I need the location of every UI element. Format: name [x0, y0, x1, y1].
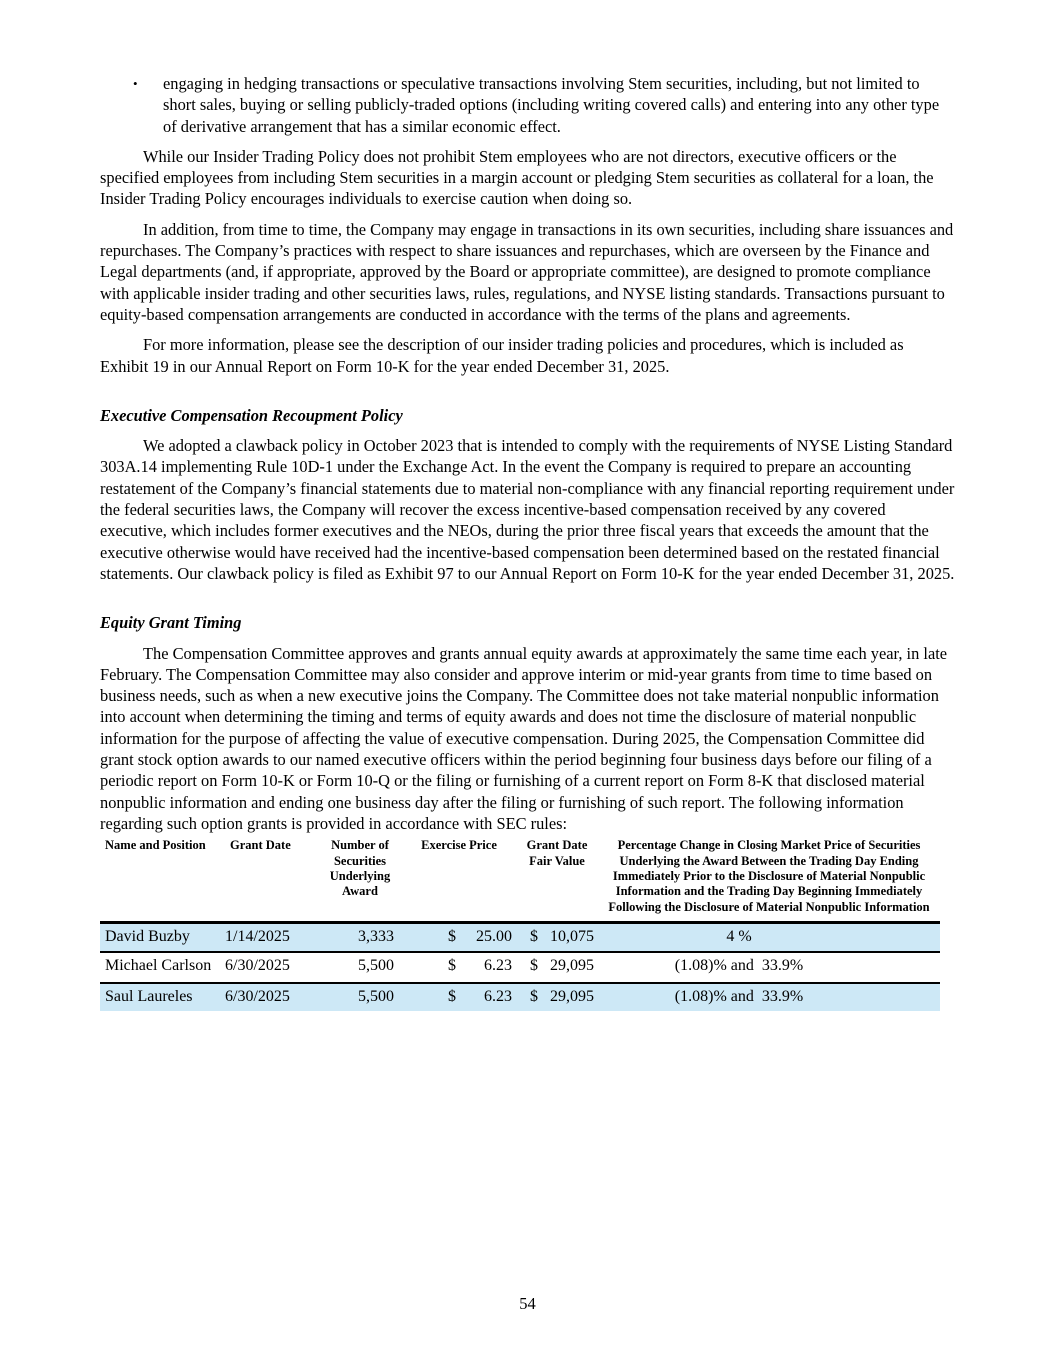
cell-grant-date: 1/14/2025: [220, 923, 318, 953]
paragraph-more-information: For more information, please see the description of our insider trading policies and procedures, which is included as Exhibit 19 in our Annual Report on Form 10-K for the year ended December 31, 2025.: [100, 335, 904, 376]
page-number: 54: [519, 1294, 536, 1313]
column-header-exercise-price: Exercise Price: [421, 838, 497, 853]
paragraph-company-transactions: In addition, from time to time, the Company may engage in transactions in its own securities, including share issuances and repurchases. The Company’s practices with respect to share issuances and repurchases, which are overseen by the Finance and Legal departments (and, if appropriate, approved by the Board or appropriate committee), are designed to promote compliance with applicable insider trading and other securities laws, rules, regulations, and NYSE listing standards. Transactions pursuant to equity-based compensation arrangements are conducted in accordance with the terms of the plans and agreements.: [100, 219, 954, 324]
cell-grant-date: 6/30/2025: [220, 983, 318, 1011]
cell-exercise-price: 6.23: [484, 957, 512, 975]
heading-equity-grant-timing: Equity Grant Timing: [100, 613, 242, 633]
column-header-percentage-change: Percentage Change in Closing Market Price of Securities Underlying the Award Between the Trading Day Ending Immediately Prior to the Disclosure of Material Nonpublic Information and the Trading Day Beginning Immediately Following the Disclosure of Material Nonpublic Information: [608, 838, 930, 914]
column-header-grant-date: Grant Date: [230, 838, 291, 853]
heading-recoupment-policy: Executive Compensation Recoupment Policy: [100, 405, 403, 425]
option-grants-table: [100, 836, 940, 1011]
table-header-row: [100, 836, 940, 923]
cell-exercise-currency: $: [402, 923, 458, 953]
cell-exercise-currency: $: [402, 983, 458, 1011]
cell-securities: 5,500: [318, 983, 402, 1011]
cell-name: Saul Laureles: [100, 983, 220, 1011]
cell-name: David Buzby: [100, 923, 220, 953]
cell-exercise-price: 25.00: [458, 923, 516, 953]
cell-securities: 5,500: [358, 957, 394, 975]
table-row: [100, 983, 940, 1011]
bullet-text: engaging in hedging transactions or speculative transactions involving Stem securities, including, but not limited to short sales, buying or selling publicly-traded options (including writing covered calls) and entering into any other type of derivative arrangement that has a similar economic effect.: [163, 74, 940, 136]
cell-fair-value-currency: $: [516, 983, 540, 1011]
cell-percentage-change: 4 %: [598, 923, 940, 953]
cell-name: Michael Carlson: [105, 957, 212, 975]
cell-fair-value-currency: $: [516, 923, 540, 953]
column-header-securities-underlying-award: Number of Securities Underlying Award: [329, 838, 391, 899]
cell-exercise-currency: $: [448, 957, 456, 975]
paragraph-insider-trading-policy: While our Insider Trading Policy does not prohibit Stem employees who are not directors, executive officers or the specified employees from including Stem securities in a margin account or pledging Stem securities as collateral for a loan, the Insider Trading Policy encourages individuals to exercise caution when doing so.: [100, 146, 934, 209]
column-header-grant-date-fair-value: Grant Date Fair Value: [526, 838, 588, 868]
cell-exercise-price: 6.23: [458, 983, 516, 1011]
cell-grant-date: 6/30/2025: [225, 957, 290, 975]
paragraph-equity-grant-timing: The Compensation Committee approves and grants annual equity awards at approximately the same time each year, in late February. The Compensation Committee may also consider and approve interim or mid-year grants from time to time based on business needs, such as when a new executive joins the Company. The Committee does not take material nonpublic information into account when determining the timing and terms of equity awards and does not time the disclosure of material nonpublic information for the purpose of affecting the value of executive compensation. During 2025, the Compensation Committee did grant stock option awards to our named executive officers within the period beginning four business days before our filing of a periodic report on Form 10-K or Form 10-Q or the filing or furnishing of a current report on Form 8-K that disclosed material nonpublic information and ending one business day after the filing or furnishing of such report. The following information regarding such option grants is provided in accordance with SEC rules:: [100, 643, 948, 833]
table-row: [100, 952, 940, 983]
bullet-item: [100, 73, 955, 137]
cell-percentage-change: (1.08)% and 33.9%: [598, 983, 940, 1011]
cell-fair-value: 29,095: [550, 957, 594, 975]
cell-fair-value: 29,095: [540, 983, 598, 1011]
paragraph-recoupment-policy: We adopted a clawback policy in October 2023 that is intended to comply with the requirements of NYSE Listing Standard 303A.14 implementing Rule 10D-1 under the Exchange Act. In the event the Company is required to prepare an accounting restatement of the Company’s financial statements due to material non-compliance with any financial reporting requirement under the federal securities laws, the Company will recover the excess incentive-based compensation received by any covered executive, which includes former executives and the NEOs, during the prior three fiscal years that exceeds the amount that the executive otherwise would have received had the incentive-based compensation been determined based on the restated financial statements. Our clawback policy is filed as Exhibit 97 to our Annual Report on Form 10-K for the year ended December 31, 2025.: [100, 436, 955, 583]
page-footer: [0, 1293, 1055, 1314]
cell-fair-value: 10,075: [540, 923, 598, 953]
cell-percentage-change: (1.08)% and 33.9%: [674, 957, 804, 975]
column-header-name-and-position: Name and Position: [105, 838, 206, 853]
table-row: [100, 923, 940, 953]
cell-fair-value-currency: $: [530, 957, 538, 975]
cell-securities: 3,333: [318, 923, 402, 953]
bullet-icon: •: [133, 76, 138, 91]
